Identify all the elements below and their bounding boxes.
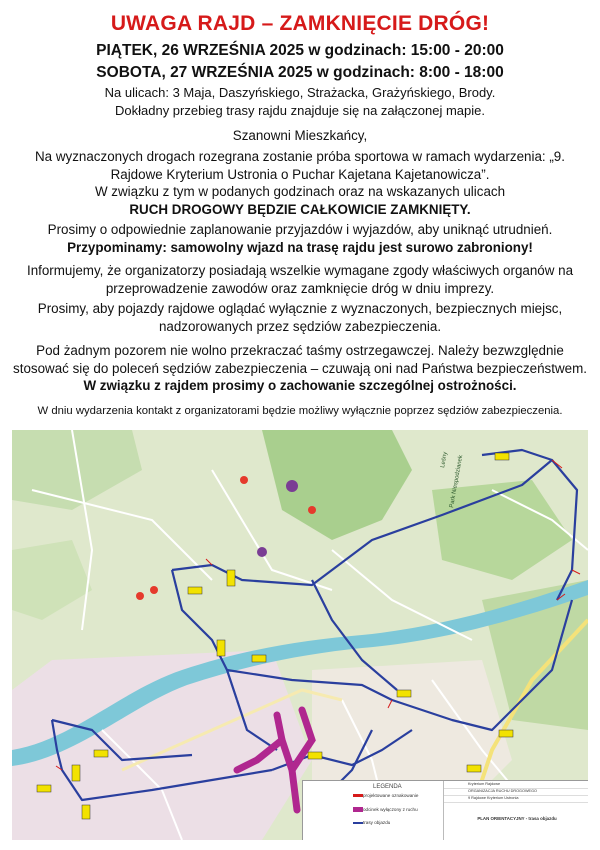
map-label-park: Park Niespodzianek bbox=[449, 454, 465, 509]
route-map bbox=[12, 430, 588, 840]
map-label-lesny: Leśny bbox=[440, 451, 449, 469]
planning-paragraph: Prosimy o odpowiednie zaplanowanie przyjazdów i wyjazdów, aby uniknąć utrudnień. bbox=[47, 222, 553, 237]
safety-text: Pod żadnym pozorem nie wolno przekraczać taśmy ostrzegawczej. Należy bezwzględnie stosować się do poleceń sędziów zabezpieczenia – czuwają oni nad Państwa bezpieczeństwem. bbox=[13, 343, 587, 376]
event-paragraph: Na wyznaczonych drogach rozegrana zostanie próba sportowa w ramach wydarzenia: „9. Rajdowe Kryterium Ustronia o Puchar Kajetana Kajetanowicza”. bbox=[35, 149, 565, 182]
contact-note: W dniu wydarzenia kontakt z organizatorami będzie możliwy wyłącznie poprzez sędziów zabezpieczenia. bbox=[37, 405, 563, 417]
legend-item-signage: projektowane oznakowanie bbox=[363, 793, 419, 798]
safety-paragraph bbox=[10, 342, 590, 395]
tb-row-3: 9 Rajdowe Kryterium Ustronia bbox=[468, 796, 519, 800]
legend-item-detour: trasy objazdu bbox=[363, 820, 391, 825]
title-block bbox=[443, 781, 588, 840]
closed-section-icon bbox=[353, 807, 363, 812]
legend-item-closed: odcinek wyłączony z ruchu bbox=[363, 807, 418, 812]
legend-title: LEGENDA bbox=[373, 784, 402, 790]
saturday-hours: SOBOTA, 27 WRZEŚNIA 2025 w godzinach: 8:00 - 18:00 bbox=[96, 64, 504, 81]
detour-route-icon bbox=[353, 822, 363, 824]
map-legend bbox=[302, 780, 588, 840]
tb-row-1: Kryterium Rajdowe bbox=[468, 782, 501, 786]
map-canvas bbox=[12, 430, 588, 840]
safety-bold-text: W związku z rajdem prosimy o zachowanie szczególnej ostrożności. bbox=[83, 378, 517, 393]
streets-paragraph: W związku z tym w podanych godzinach oraz na wskazanych ulicach bbox=[94, 184, 506, 199]
friday-hours: PIĄTEK, 26 WRZEŚNIA 2025 w godzinach: 15:00 - 20:00 bbox=[96, 42, 504, 59]
permits-paragraph: Informujemy, że organizatorzy posiadają wszelkie wymagane zgody właściwych organów na przeprowadzenie zawodów oraz zamknięcie dróg w dniu imprezy. bbox=[26, 263, 574, 296]
tb-row-2: ORGANIZACJA RUCHU DROGOWEGO bbox=[468, 789, 537, 793]
map-note: Dokładny przebieg trasy rajdu znajduje się na załączonej mapie. bbox=[115, 103, 485, 118]
spectators-paragraph: Prosimy, aby pojazdy rajdowe oglądać wyłącznie z wyznaczonych, bezpiecznych miejsc, nadzorowanych przez sędziów zabezpieczenia. bbox=[37, 301, 563, 334]
closure-notice: RUCH DROGOWY BĘDZIE CAŁKOWICIE ZAMKNIĘTY. bbox=[129, 202, 471, 217]
page-title: UWAGA RAJD – ZAMKNIĘCIE DRÓG! bbox=[110, 12, 490, 35]
tb-title: PLAN ORIENTACYJNY - trasa objazdu bbox=[477, 816, 557, 821]
streets-list: Na ulicach: 3 Maja, Daszyńskiego, Strażacka, Grażyńskiego, Brody. bbox=[104, 85, 496, 100]
signage-icon bbox=[353, 794, 363, 797]
greeting: Szanowni Mieszkańcy, bbox=[232, 128, 368, 143]
warning-paragraph: Przypominamy: samowolny wjazd na trasę rajdu jest surowo zabroniony! bbox=[67, 240, 533, 255]
